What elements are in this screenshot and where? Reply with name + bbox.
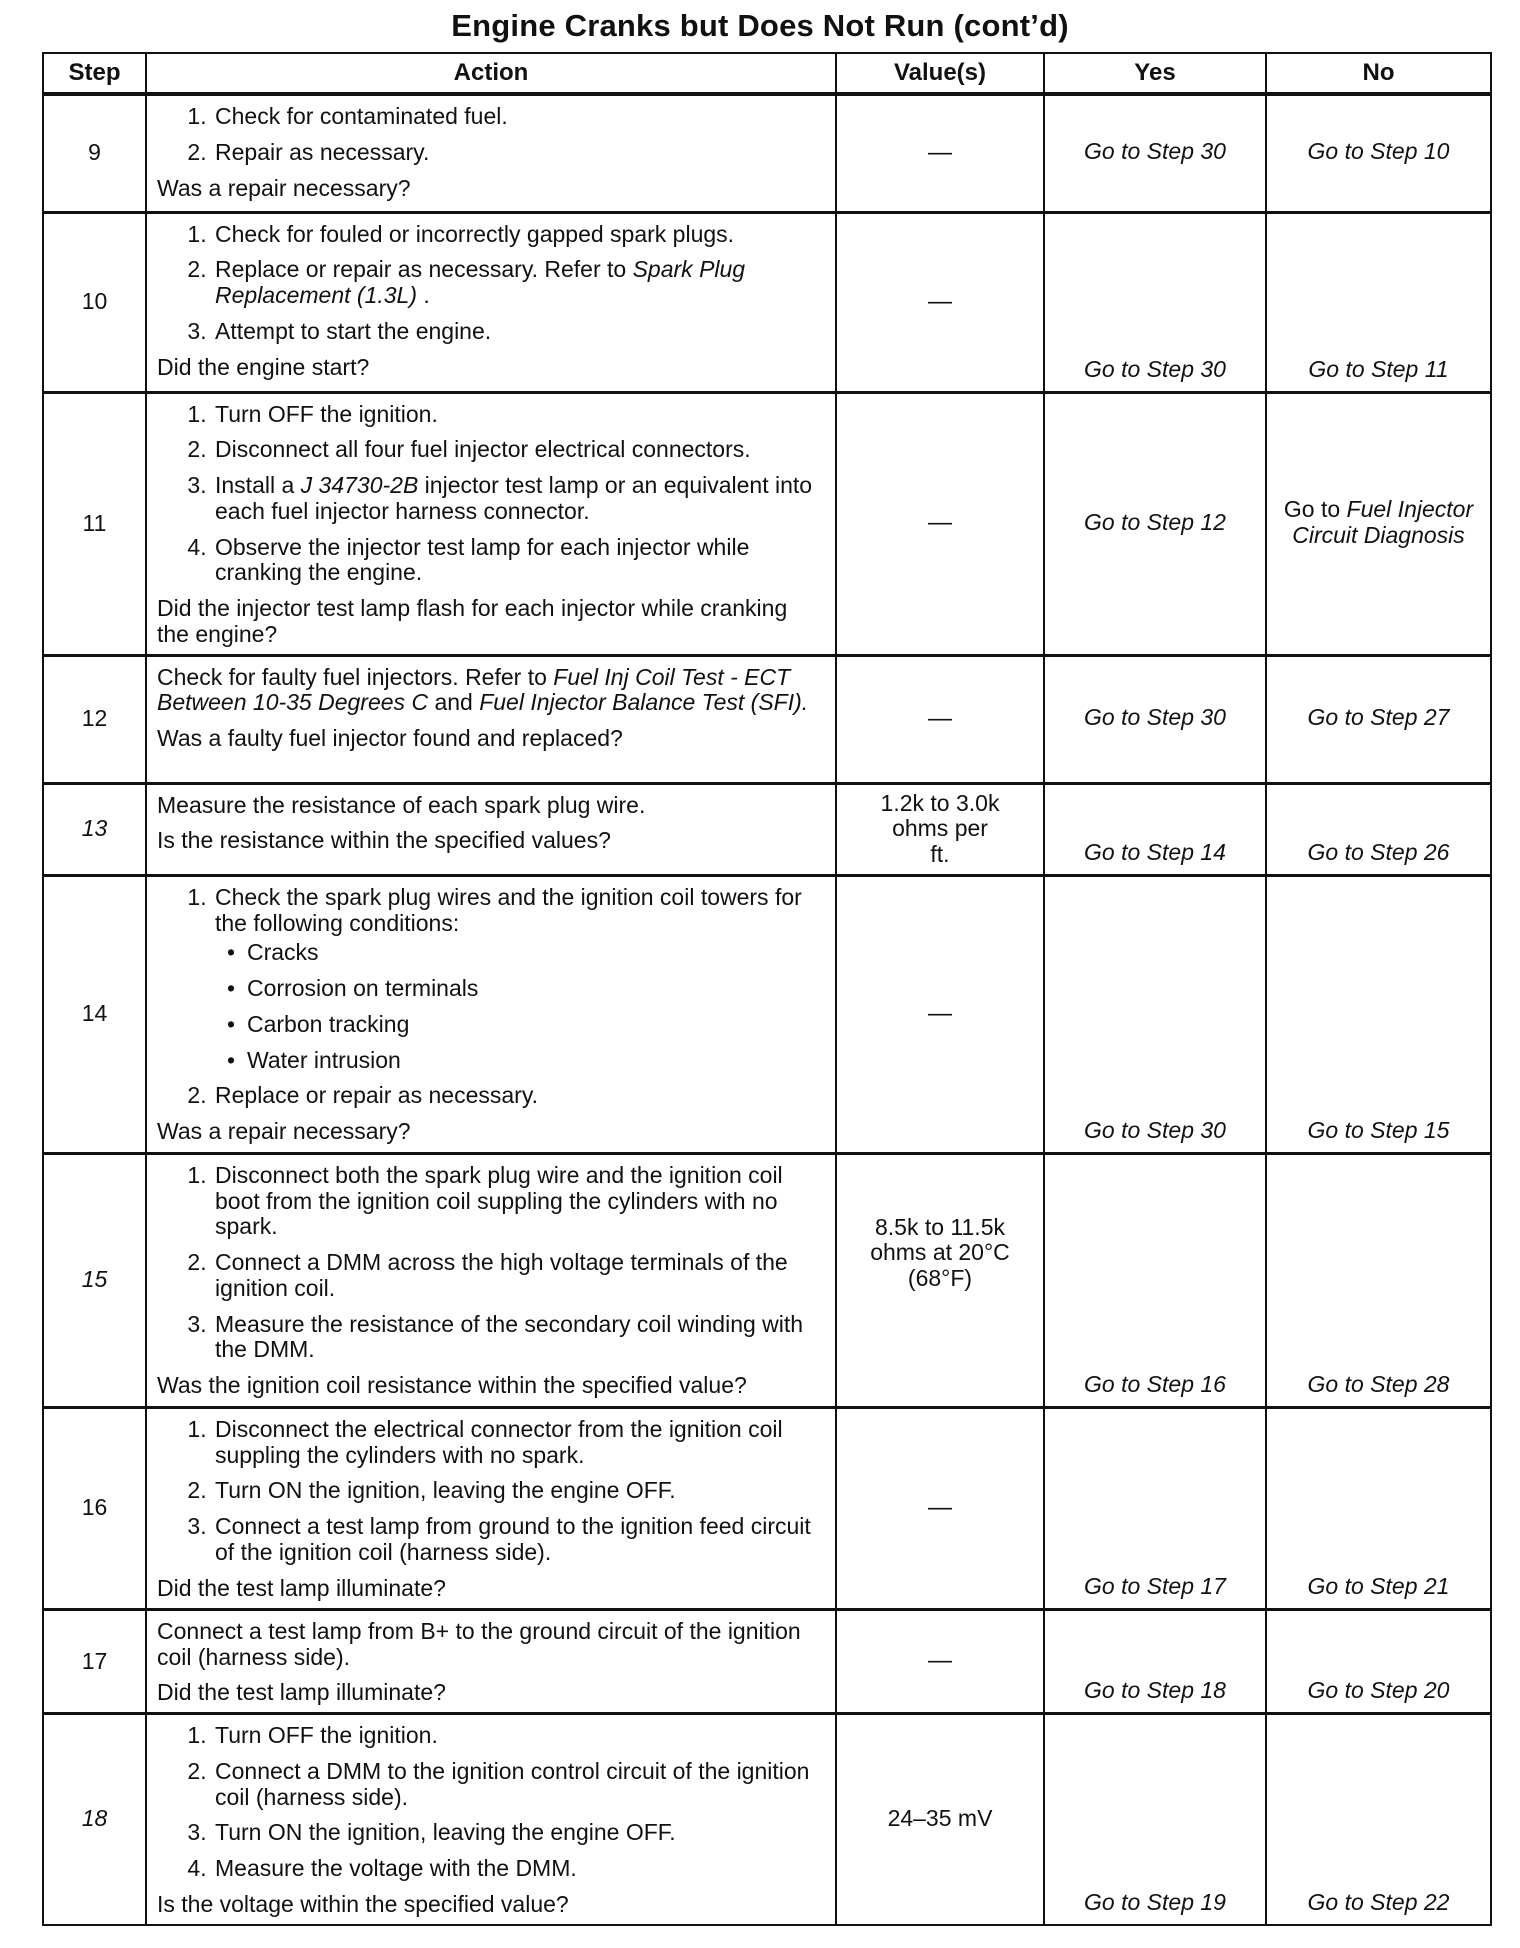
condition-text: Carbon tracking (247, 1010, 410, 1037)
action-question: Did the injector test lamp flash for each injector while cranking the engine? (157, 595, 788, 647)
value-cell (836, 1714, 1044, 1925)
yes-text: Go to Step 30 (1084, 704, 1226, 731)
no-cell (1266, 1153, 1491, 1407)
action-item: 1. Check for contaminated fuel. (213, 104, 825, 130)
action-item: 4. Measure the voltage with the DMM. (213, 1856, 825, 1882)
column-header-values: Value(s) (836, 53, 1044, 94)
column-header-action: Action (146, 53, 836, 94)
step-number: 9 (43, 94, 146, 212)
yes-text: Go to Step 16 (1084, 1371, 1226, 1397)
yes-cell (1044, 94, 1266, 212)
spark-plug-replacement-reference: Spark Plug Replacement (1.3L) (215, 256, 746, 308)
action-cell (146, 655, 836, 783)
step-number: 13 (43, 783, 146, 875)
no-cell (1266, 1714, 1491, 1925)
step-number: 15 (43, 1153, 146, 1407)
action-cell (146, 1609, 836, 1713)
action-item (213, 257, 825, 309)
action-list (157, 402, 825, 587)
action-item: 3. Connect a test lamp from ground to the ignition feed circuit of the ignition coil (harness side). (213, 1514, 825, 1566)
column-header-no: No (1266, 53, 1491, 94)
yes-text: Go to Step 18 (1084, 1677, 1226, 1704)
action-cell (146, 1407, 836, 1609)
condition-item (227, 939, 825, 966)
no-text: Go to Step 22 (1307, 1888, 1450, 1915)
value-text: 8.5k to 11.5k ohms at 20°C (68°F) (870, 1213, 1010, 1292)
no-text: Go to Step 20 (1307, 1677, 1450, 1704)
yes-cell (1044, 783, 1266, 875)
action-text: and (428, 689, 480, 716)
yes-text: Go to Step 14 (1084, 839, 1226, 865)
action-list (157, 1417, 825, 1566)
action-question: Is the resistance within the specified values? (157, 827, 611, 854)
yes-cell (1044, 212, 1266, 392)
table-row-step-15 (43, 1153, 1491, 1407)
no-text: Go to Step 21 (1307, 1573, 1450, 1599)
bullet-icon: • (227, 975, 236, 1001)
action-item-text: Check the spark plug wires and the ignition coil towers for the following conditions: (215, 883, 802, 936)
action-item: 1. Turn OFF the ignition. (213, 1723, 825, 1749)
action-cell (146, 392, 836, 655)
diagnostic-table (42, 52, 1492, 1926)
yes-text: Go to Step 30 (1084, 138, 1226, 165)
no-cell (1266, 1407, 1491, 1609)
table-row-step-14 (43, 875, 1491, 1153)
fuel-injector-balance-test-reference: Fuel Injector Balance Test (SFI). (479, 689, 809, 716)
action-item: 1. Check for fouled or incorrectly gapped spark plugs. (213, 222, 825, 248)
step-number: 10 (43, 212, 146, 392)
action-question: Was the ignition coil resistance within the specified value? (157, 1372, 747, 1398)
yes-text: Go to Step 30 (1084, 1117, 1226, 1143)
value-cell (836, 392, 1044, 655)
table-row-step-16 (43, 1407, 1491, 1609)
condition-text: Cracks (247, 939, 319, 966)
no-text: Go to Step 28 (1307, 1371, 1450, 1397)
no-cell (1266, 1609, 1491, 1713)
action-list (157, 222, 825, 345)
condition-item (227, 1046, 825, 1074)
action-question: Did the test lamp illuminate? (157, 1679, 446, 1706)
condition-item (227, 975, 825, 1002)
bullet-icon: • (227, 939, 236, 966)
table-row-step-9 (43, 94, 1491, 212)
action-item: 3. Measure the resistance of the secondary coil winding with the DMM. (213, 1312, 825, 1364)
column-header-yes: Yes (1044, 53, 1266, 94)
action-question: Was a repair necessary? (157, 174, 411, 201)
action-item-text: injector test lamp or an equivalent into each fuel injector harness connector. (215, 472, 813, 524)
table-row-step-18 (43, 1714, 1491, 1925)
action-item-text: Install a (215, 472, 301, 498)
no-text: Go to Step 26 (1307, 839, 1450, 865)
yes-cell (1044, 1714, 1266, 1925)
yes-text: Go to Step 30 (1084, 355, 1226, 382)
action-question: Did the engine start? (157, 353, 370, 380)
action-item: 4. Observe the injector test lamp for each injector while cranking the engine. (213, 535, 825, 587)
action-item: 2. Replace or repair as necessary. (213, 1083, 825, 1109)
no-text: Go to Step 15 (1307, 1117, 1450, 1143)
action-item: 1. Disconnect both the spark plug wire and the ignition coil boot from the ignition coil suppling the cylinders with no spark. (213, 1163, 825, 1240)
action-item: 1. Turn OFF the ignition. (213, 402, 825, 428)
no-text: Go to Step 11 (1308, 355, 1449, 382)
value-text: — (928, 138, 952, 166)
yes-text: Go to Step 17 (1084, 1573, 1226, 1599)
action-item: 2. Connect a DMM across the high voltage terminals of the ignition coil. (213, 1250, 825, 1302)
value-text: — (928, 999, 952, 1027)
step-number: 11 (43, 392, 146, 655)
yes-text: Go to Step 19 (1084, 1888, 1226, 1915)
step-number: 17 (43, 1609, 146, 1713)
action-item-text: Replace or repair as necessary. Refer to (215, 256, 633, 283)
tool-reference: J 34730-2B (300, 472, 419, 498)
no-text: Go to Step 27 (1307, 704, 1450, 731)
value-cell (836, 1407, 1044, 1609)
value-cell (836, 1609, 1044, 1713)
action-cell (146, 875, 836, 1153)
action-cell (146, 94, 836, 212)
no-cell (1266, 655, 1491, 783)
step-number: 14 (43, 875, 146, 1153)
value-cell (836, 1153, 1044, 1407)
action-item (213, 473, 825, 525)
step-number: 16 (43, 1407, 146, 1609)
action-item: 3. Attempt to start the engine. (213, 319, 825, 345)
bullet-icon: • (227, 1046, 236, 1073)
no-cell (1266, 94, 1491, 212)
no-cell (1266, 875, 1491, 1153)
action-cell (146, 212, 836, 392)
action-item (213, 885, 825, 1074)
table-row-step-10 (43, 212, 1491, 392)
no-cell (1266, 392, 1491, 655)
action-item: 1. Disconnect the electrical connector from the ignition coil suppling the cylinders with no spark. (213, 1417, 825, 1469)
yes-cell (1044, 1609, 1266, 1713)
value-text: — (928, 704, 952, 732)
value-text: — (928, 1646, 952, 1674)
action-item-text: . (417, 282, 430, 308)
action-item: 2. Turn ON the ignition, leaving the engine OFF. (213, 1478, 825, 1504)
fuel-injector-circuit-diagnosis-reference: Fuel Injector Circuit Diagnosis (1292, 495, 1474, 548)
action-item: 2. Connect a DMM to the ignition control circuit of the ignition coil (harness side). (213, 1759, 825, 1811)
action-question: Is the voltage within the specified value? (157, 1890, 569, 1917)
action-list (157, 885, 825, 1109)
action-paragraph: Connect a test lamp from B+ to the ground circuit of the ignition coil (harness side). (157, 1617, 801, 1670)
fuel-inj-coil-test-reference: Fuel Inj Coil Test - ECT Between 10-35 Degrees C (157, 663, 791, 716)
no-text: Go to Step 10 (1307, 138, 1450, 165)
value-text: — (928, 287, 952, 315)
yes-cell (1044, 875, 1266, 1153)
table-row-step-13 (43, 783, 1491, 875)
no-text: Go to (1283, 495, 1347, 522)
value-cell (836, 94, 1044, 212)
condition-text: Corrosion on terminals (247, 975, 479, 1001)
action-paragraph: Measure the resistance of each spark plug wire. (157, 791, 646, 818)
action-paragraph (157, 665, 825, 717)
yes-cell (1044, 1407, 1266, 1609)
action-question: Did the test lamp illuminate? (157, 1574, 446, 1601)
value-cell (836, 783, 1044, 875)
page-title: Engine Cranks but Does Not Run (cont’d) (451, 8, 1069, 43)
value-cell (836, 212, 1044, 392)
bullet-icon: • (227, 1010, 236, 1037)
action-text: Check for faulty fuel injectors. Refer to (157, 663, 554, 690)
value-cell (836, 875, 1044, 1153)
value-text: — (928, 1493, 952, 1521)
condition-list (215, 940, 825, 1073)
column-header-step: Step (43, 53, 146, 94)
value-text: — (928, 509, 952, 537)
table-row-step-11 (43, 392, 1491, 655)
yes-cell (1044, 655, 1266, 783)
condition-item (227, 1010, 825, 1038)
action-item: 3. Turn ON the ignition, leaving the engine OFF. (213, 1820, 825, 1846)
action-question: Was a faulty fuel injector found and replaced? (157, 725, 623, 751)
value-text: 1.2k to 3.0k ohms per ft. (880, 789, 1000, 867)
value-text: 24–35 mV (887, 1805, 993, 1832)
action-list (157, 1163, 825, 1363)
action-cell (146, 1714, 836, 1925)
step-number: 12 (43, 655, 146, 783)
table-row-step-12 (43, 655, 1491, 783)
no-cell (1266, 212, 1491, 392)
table-header-row (43, 53, 1491, 94)
action-list (157, 1723, 825, 1882)
step-number: 18 (43, 1714, 146, 1925)
action-question: Was a repair necessary? (157, 1118, 411, 1144)
action-item: 2. Repair as necessary. (213, 140, 825, 166)
yes-cell (1044, 1153, 1266, 1407)
value-cell (836, 655, 1044, 783)
yes-cell (1044, 392, 1266, 655)
action-item: 2. Disconnect all four fuel injector electrical connectors. (213, 437, 825, 463)
table-row-step-17 (43, 1609, 1491, 1713)
yes-text: Go to Step 12 (1084, 508, 1226, 535)
condition-text: Water intrusion (247, 1046, 401, 1073)
action-cell (146, 1153, 836, 1407)
action-cell (146, 783, 836, 875)
action-list (157, 104, 825, 166)
no-cell (1266, 783, 1491, 875)
